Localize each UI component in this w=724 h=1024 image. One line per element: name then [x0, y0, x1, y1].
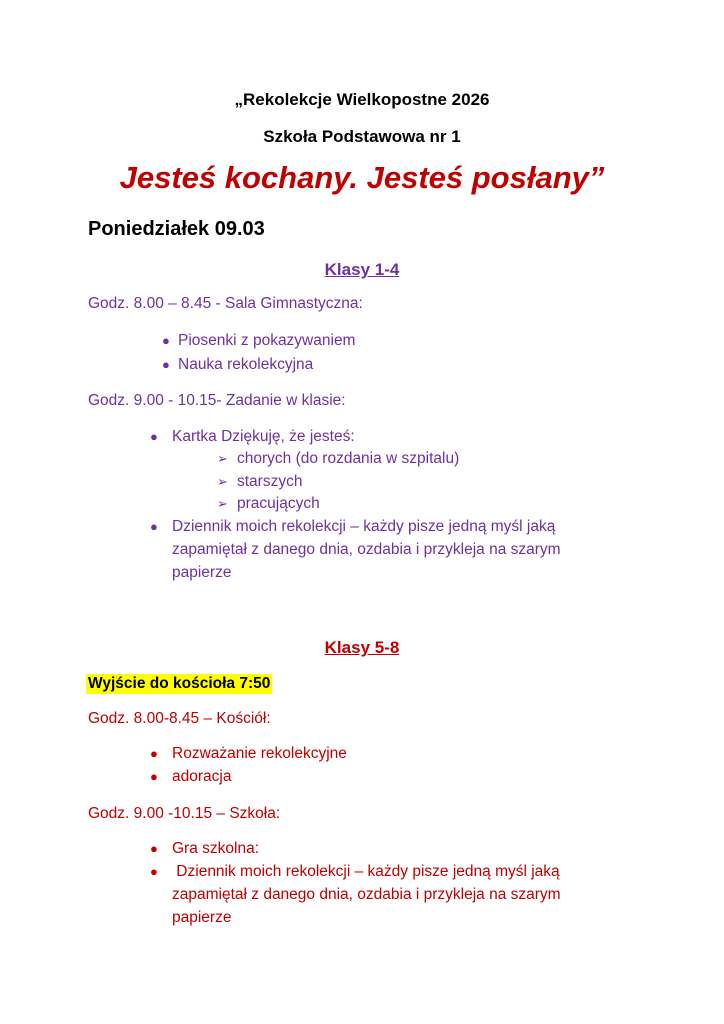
bullet-icon: ●: [150, 864, 158, 879]
bullet-icon: ●: [162, 333, 170, 348]
sub-list-item: ➢ chorych (do rozdania w szpitalu): [217, 450, 460, 467]
list-item-continuation: zapamiętał z danego dnia, ozdabia i przykleja na szarym: [172, 886, 561, 903]
header-line-1: „Rekolekcje Wielkopostne 2026: [234, 90, 490, 109]
sub-list-item: ➢ starszych: [217, 473, 303, 490]
day-heading: Poniedziałek 09.03: [88, 218, 265, 240]
arrow-bullet-icon: ➢: [217, 496, 228, 511]
list-item: ● Rozważanie rekolekcyjne: [150, 745, 347, 762]
time-slot: Godz. 9.00 -10.15 – Szkoła:: [88, 805, 281, 822]
bullet-icon: ●: [150, 746, 158, 761]
section-title-klasy-1-4: Klasy 1-4: [324, 260, 400, 279]
list-item: ● Piosenki z pokazywaniem: [162, 332, 356, 349]
list-item-continuation: papierze: [172, 909, 232, 926]
list-item-continuation: papierze: [172, 564, 232, 581]
section-title-klasy-5-8: Klasy 5-8: [324, 638, 400, 657]
motto: Jesteś kochany. Jesteś posłany”: [119, 160, 605, 195]
bullet-icon: ●: [150, 519, 158, 534]
time-slot: Godz. 8.00-8.45 – Kościół:: [88, 710, 271, 727]
list-item: ● Dziennik moich rekolekcji – każdy pisze jedną myśl jaką: [150, 863, 560, 880]
bullet-icon: ●: [150, 841, 158, 856]
bullet-icon: ●: [150, 429, 158, 444]
list-item: ● Dziennik moich rekolekcji – każdy pisze jedną myśl jaką: [150, 518, 556, 535]
sub-list-item: ➢ pracujących: [217, 495, 320, 512]
arrow-bullet-icon: ➢: [217, 451, 228, 466]
list-item-continuation: zapamiętał z danego dnia, ozdabia i przykleja na szarym: [172, 541, 561, 558]
highlight-departure: Wyjście do kościoła 7:50: [88, 675, 271, 692]
time-slot: Godz. 9.00 - 10.15- Zadanie w klasie:: [88, 392, 346, 409]
list-item: ● Nauka rekolekcyjna: [162, 356, 314, 373]
list-item: ● adoracja: [150, 768, 232, 785]
bullet-icon: ●: [162, 357, 170, 372]
list-item: ● Gra szkolna:: [150, 840, 260, 857]
time-slot: Godz. 8.00 – 8.45 - Sala Gimnastyczna:: [88, 295, 363, 312]
list-item: ● Kartka Dziękuję, że jesteś:: [150, 428, 355, 445]
header-line-2: Szkoła Podstawowa nr 1: [263, 127, 461, 146]
arrow-bullet-icon: ➢: [217, 474, 228, 489]
bullet-icon: ●: [150, 769, 158, 784]
